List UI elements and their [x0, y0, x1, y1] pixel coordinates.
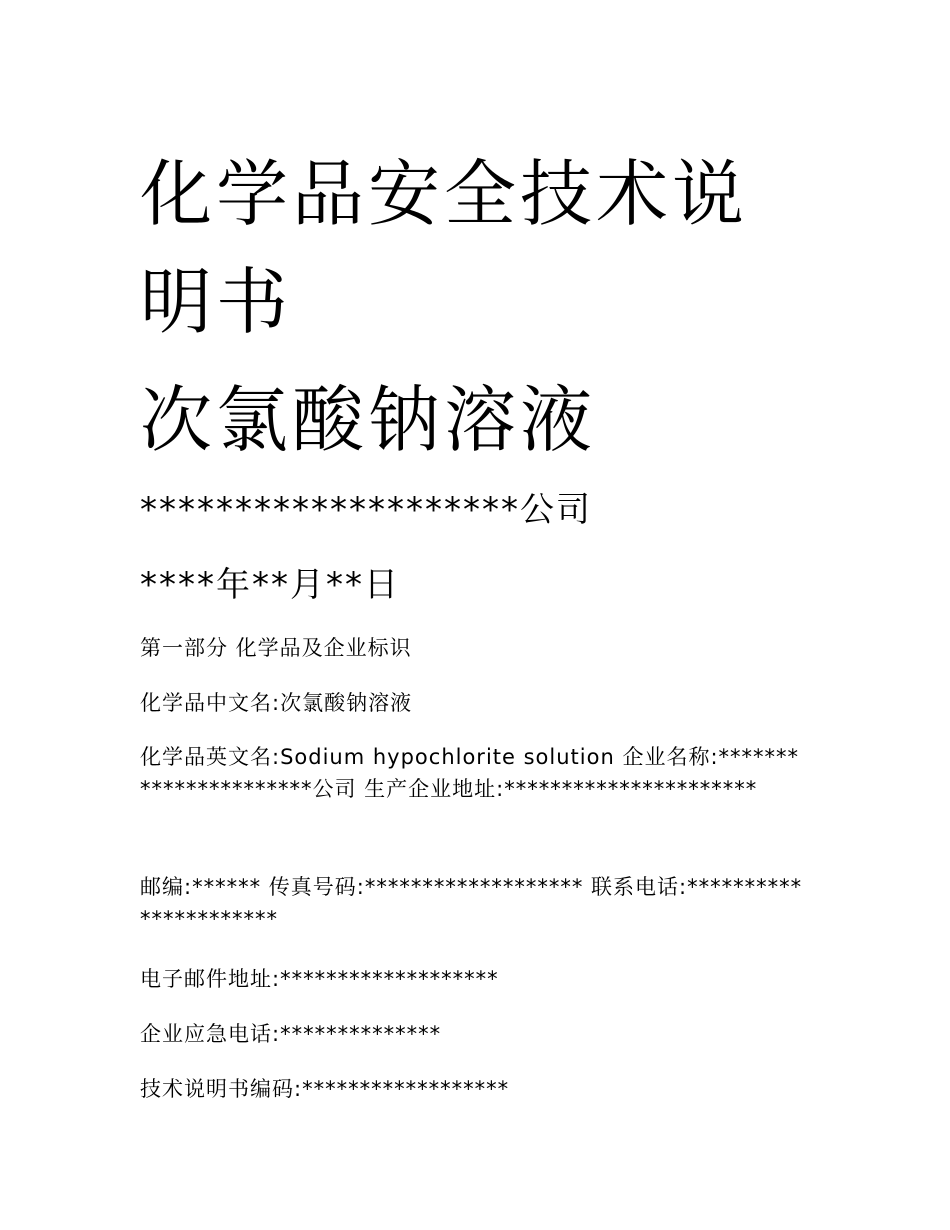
email-line: 电子邮件地址:******************* — [140, 967, 499, 991]
section-heading: 第一部分 化学品及企业标识 — [140, 636, 412, 660]
company-line: ********************公司 — [140, 490, 592, 530]
emergency-phone-line: 企业应急电话:************** — [140, 1022, 442, 1046]
postal-fax-phone-line: 邮编:****** 传真号码:******************* 联系电话:********************** — [140, 875, 803, 931]
english-name-company-line: 化学品英文名:Sodium hypochlorite solution 企业名称:**********************公司 生产企业地址:********************** — [140, 745, 800, 801]
sds-code-line: 技术说明书编码:****************** — [140, 1077, 510, 1101]
chinese-name-line: 化学品中文名:次氯酸钠溶液 — [140, 691, 413, 715]
document-title: 化学品安全技术说明书 — [140, 152, 749, 344]
date-line: ****年**月**日 — [140, 565, 400, 605]
product-name-heading: 次氯酸钠溶液 — [140, 378, 597, 462]
